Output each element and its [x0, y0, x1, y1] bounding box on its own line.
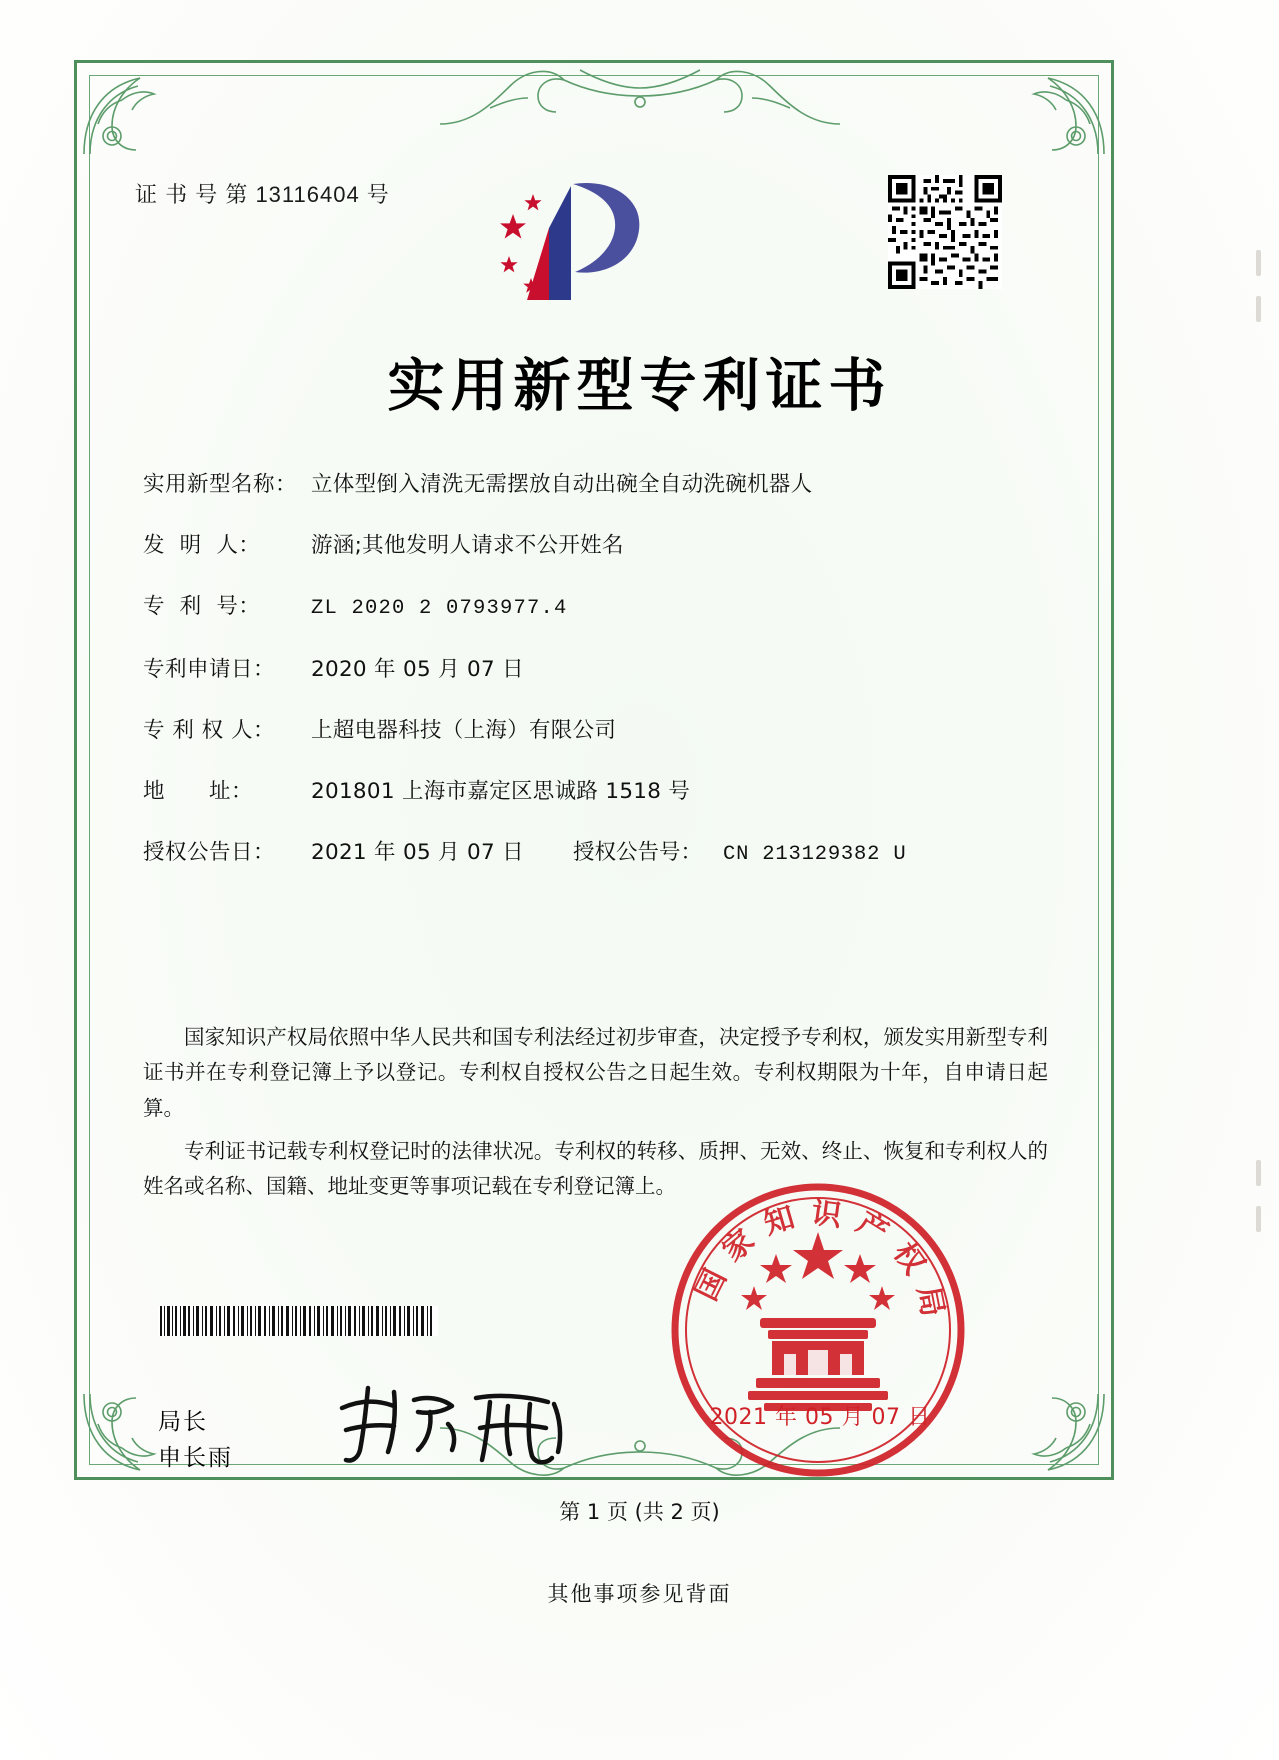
field-row-grant-announcement	[143, 838, 1043, 869]
certificate-number: 证 书 号 第 13116404 号	[135, 182, 390, 207]
field-label: 专利申请日：	[143, 656, 276, 682]
legal-paragraph-1: 国家知识产权局依照中华人民共和国专利法经过初步审查，决定授予专利权，颁发实用新型专利证书并在专利登记簿上予以登记。专利权自授权公告之日起生效。专利权期限为十年，自申请日起算。	[143, 1025, 1048, 1120]
scan-edge-mark	[1256, 250, 1261, 276]
field-value: 2020 年 05 月 07 日	[311, 656, 524, 682]
field-value: 游涵;其他发明人请求不公开姓名	[311, 533, 624, 559]
field-value: 201801 上海市嘉定区思诚路 1518 号	[311, 778, 691, 804]
field-value: 立体型倒入清洗无需摆放自动出碗全自动洗碗机器人	[311, 472, 813, 497]
field-label-grant-date: 授权公告日：	[143, 839, 276, 865]
field-label: 专 利 权 人：	[143, 717, 276, 743]
field-label: 地 址：	[143, 778, 254, 804]
field-list	[143, 470, 1043, 900]
field-value: 上超电器科技（上海）有限公司	[311, 717, 617, 743]
field-label: 实用新型名称：	[143, 472, 298, 497]
qr-code-icon	[888, 175, 1002, 289]
svg-text:国家知识产权局: 国家知识产权局	[689, 1195, 953, 1334]
field-value-grant-number: CN 213129382 U	[723, 842, 907, 866]
scan-edge-mark	[1256, 1206, 1261, 1232]
field-row-patent-number	[143, 592, 1043, 623]
field-value-grant-date: 2021 年 05 月 07 日	[311, 839, 524, 865]
scan-edge-mark	[1256, 296, 1261, 322]
director-title: 局长	[158, 1409, 208, 1435]
scan-edge-mark	[1256, 1160, 1261, 1186]
field-row-application-date	[143, 655, 1043, 684]
top-scroll-ornament-icon	[430, 58, 850, 128]
field-label: 发 明 人：	[143, 533, 261, 559]
cnipa-logo-icon	[487, 172, 657, 307]
field-label: 专 利 号：	[143, 594, 261, 620]
director-name: 申长雨	[158, 1444, 233, 1471]
field-row-patentee	[143, 716, 1043, 745]
field-value: ZL 2020 2 0793977.4	[311, 597, 568, 621]
director-block	[158, 1405, 233, 1476]
official-seal	[668, 1180, 968, 1480]
field-label-grant-number: 授权公告号：	[573, 839, 703, 865]
field-row-address	[143, 777, 1043, 806]
legal-paragraph-2: 专利证书记载专利权登记时的法律状况。专利权的转移、质押、无效、终止、恢复和专利权人的姓名或名称、国籍、地址变更等事项记载在专利登记簿上。	[143, 1138, 1048, 1198]
field-row-utility-model-name	[143, 470, 1043, 499]
page-title: 实用新型专利证书	[387, 353, 892, 419]
barcode-icon	[158, 1306, 438, 1336]
handwritten-signature-icon	[330, 1378, 590, 1468]
footer-note: 其他事项参见背面	[547, 1582, 732, 1606]
page-number: 第 1 页 (共 2 页)	[559, 1500, 720, 1524]
seal-date: 2021 年 05 月 07 日	[709, 1405, 931, 1430]
field-row-inventor	[143, 531, 1043, 560]
